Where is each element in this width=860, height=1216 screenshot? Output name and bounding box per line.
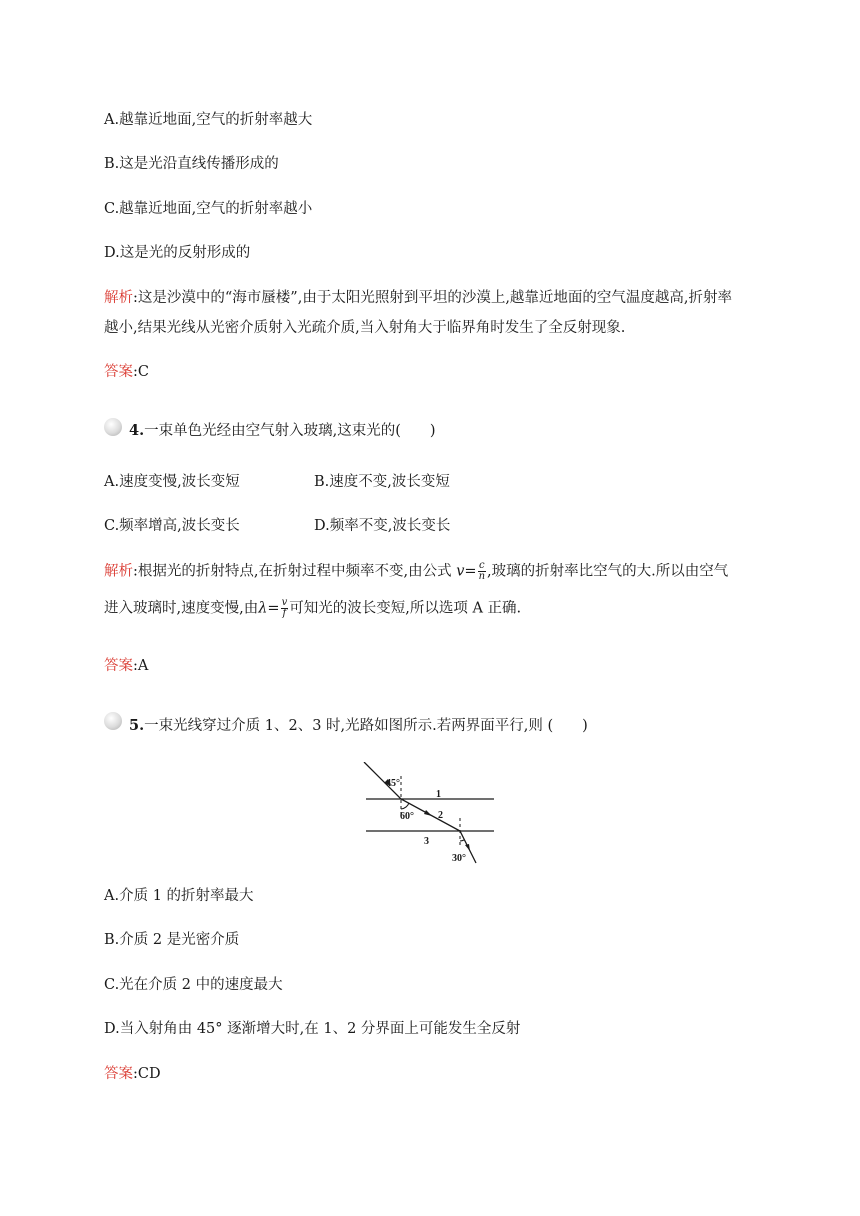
analysis-text: :根据光的折射特点,在折射过程中频率不变,由公式 [133,563,457,580]
refraction-figure [360,762,500,868]
arrow-head-mid [424,810,432,816]
answer-value: :CD [133,1066,161,1082]
equals-sign: = [267,600,280,617]
answer-label: 答案 [104,364,133,380]
fraction-v-over-f [281,598,289,619]
q3-analysis-line1 [104,288,732,308]
q3-analysis-line2: 越小,结果光线从光密介质射入光疏介质,当入射角大于临界角时发生了全反射现象. [104,320,626,336]
analysis-text: 进入玻璃时,速度变慢,由 [104,600,259,617]
angle-label-bottom: 30° [452,853,466,864]
angle-arc-60 [401,803,409,809]
q5-option-a: A.介质 1 的折射率最大 [104,888,254,904]
frac-denominator: f [282,608,287,619]
q4-option-c: C.频率增高,波长变长 [104,518,240,534]
angle-label-mid: 60° [400,811,414,822]
medium-label-1: 1 [436,789,441,800]
frac-numerator: c [479,560,485,571]
analysis-label: 解析 [104,290,133,306]
angle-arc-30 [460,840,464,841]
q4-option-a: A.速度变慢,波长变短 [104,474,240,490]
q5-stem-text: 一束光线穿过介质 1、2、3 时,光路如图所示.若两界面平行,则 ( ) [144,718,588,734]
q4-answer [104,656,148,676]
medium-label-3: 3 [424,836,429,847]
angle-label-top: 45° [386,778,400,789]
answer-label: 答案 [104,1066,133,1082]
q5-option-d: D.当入射角由 45° 逐渐增大时,在 1、2 分界面上可能发生全反射 [104,1021,521,1037]
arrow-head-bottom [465,844,470,851]
q5-stem [129,716,588,736]
q5-option-c: C.光在介质 2 中的速度最大 [104,977,283,993]
q3-option-b: B.这是光沿直线传播形成的 [104,156,279,172]
frac-numerator: v [281,597,288,608]
answer-value: :A [133,658,149,674]
q5-number: 5. [129,717,145,734]
fraction-c-over-n [478,561,486,582]
analysis-text: 可知光的波长变短,所以选项 A 正确. [289,600,522,617]
q4-number: 4. [129,422,145,439]
q4-option-d: D.频率不变,波长变长 [314,518,451,534]
q3-option-c: C.越靠近地面,空气的折射率越小 [104,201,313,217]
var-lambda: λ [258,600,268,617]
light-ray [364,762,476,863]
analysis-text: :这是沙漠中的“海市蜃楼”,由于太阳光照射到平坦的沙漠上,越靠近地面的空气温度越高,折射率 [133,290,733,306]
q3-answer [104,362,149,382]
q3-option-a: A.越靠近地面,空气的折射率越大 [104,112,313,128]
answer-label: 答案 [104,658,133,674]
q4-stem-text: 一束单色光经由空气射入玻璃,这束光的( ) [144,423,436,439]
question-marker-icon [104,712,126,730]
analysis-text: ,玻璃的折射率比空气的大.所以由空气 [487,563,729,580]
q5-option-b: B.介质 2 是光密介质 [104,932,240,948]
analysis-label: 解析 [104,563,133,580]
q4-analysis-line1 [104,561,728,582]
var-v: v [456,563,465,580]
answer-value: :C [133,364,149,380]
q5-answer [104,1064,161,1084]
equals-sign: = [464,563,477,580]
q3-option-d: D.这是光的反射形成的 [104,245,251,261]
q4-analysis-line2 [104,598,521,619]
frac-denominator: n [478,571,486,582]
q4-option-b: B.速度不变,波长变短 [314,474,450,490]
question-marker-icon [104,418,126,436]
medium-label-2: 2 [438,810,443,821]
q4-stem [129,421,436,441]
